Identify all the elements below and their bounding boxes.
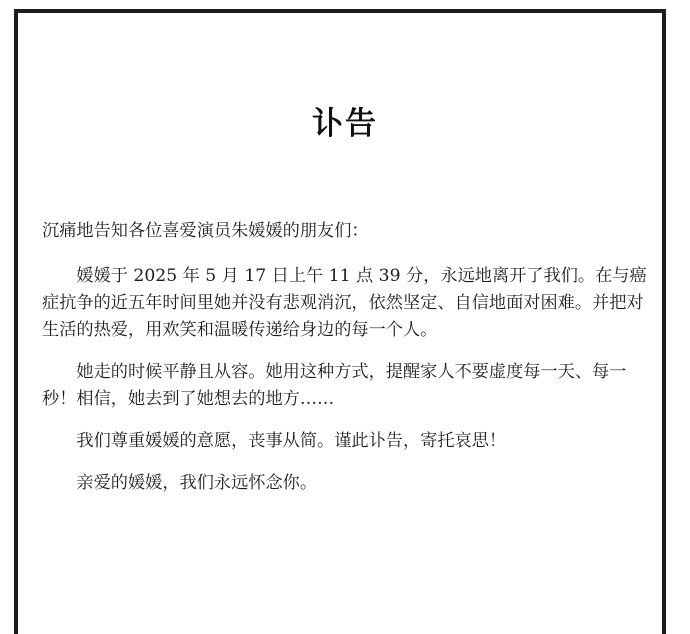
salutation-text: 沉痛地告知各位喜爱演员朱媛媛的朋友们： [42, 221, 369, 241]
paragraph-passing: 媛媛于 2025 年 5 月 17 日上午 11 点 39 分，永远地离开了我们。在与癌症抗争的近五年时间里她并没有悲观消沉，依然坚定、自信地面对困难。并把对生活的热爱，用欢笑和温暖传递给身边的每一个人。 [42, 266, 647, 340]
notice-title: 讣告 [312, 106, 378, 142]
notice-body [42, 218, 654, 512]
paragraph-remembrance: 亲爱的媛媛，我们永远怀念你。 [76, 473, 318, 493]
paragraph-peaceful: 她走的时候平静且从容。她用这种方式，提醒家人不要虚度每一天、每一秒！相信，她去到了她想去的地方…… [42, 362, 627, 409]
paragraph-funeral-wishes: 我们尊重媛媛的意愿，丧事从简。谨此讣告，寄托哀思！ [76, 431, 507, 451]
